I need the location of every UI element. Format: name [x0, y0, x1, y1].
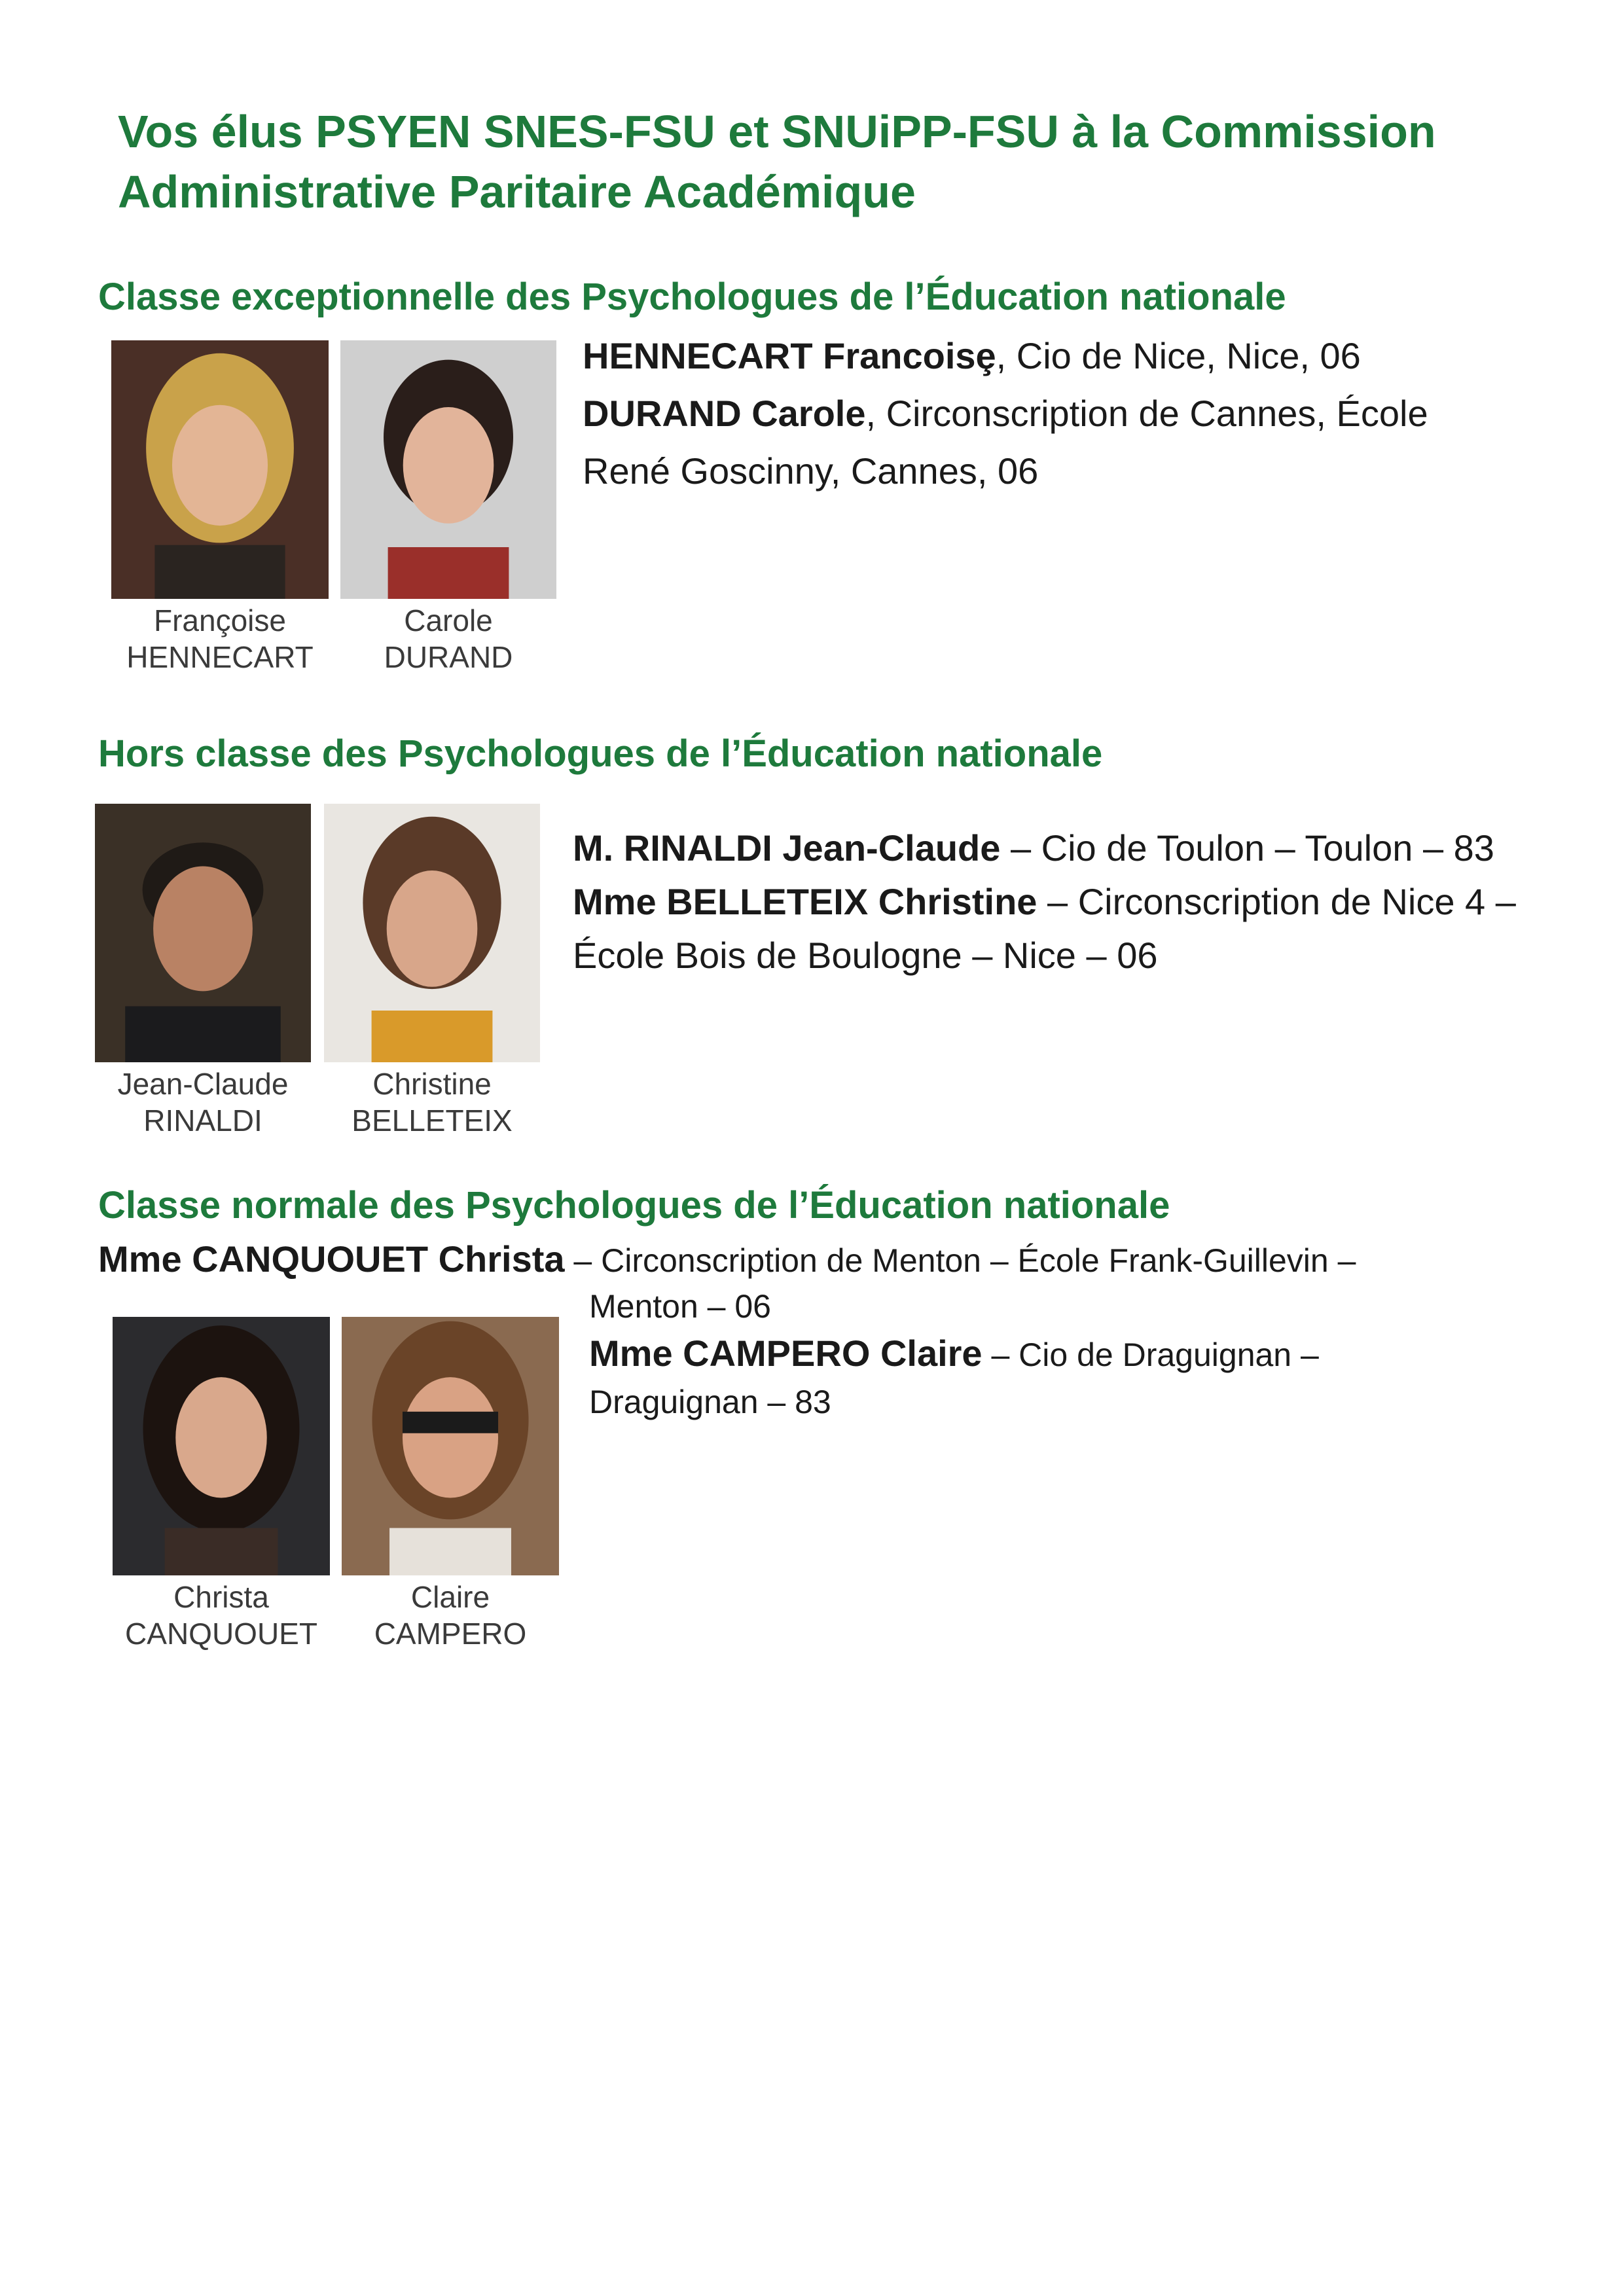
caption-last-name: CANQUOUET	[125, 1617, 317, 1651]
member-details: , Cio de Nice, Nice, 06	[996, 335, 1361, 376]
photo-caption	[342, 1579, 559, 1652]
caption-last-name: DURAND	[384, 640, 513, 674]
member-entry	[98, 1236, 1538, 1284]
page-title-line-2: Administrative Paritaire Académique	[118, 166, 916, 217]
photo-caption	[95, 1066, 311, 1139]
member-name: Mme CAMPERO Claire	[589, 1333, 983, 1374]
photo-caption	[113, 1579, 330, 1652]
caption-last-name: BELLETEIX	[352, 1103, 513, 1138]
portrait-photo	[95, 804, 311, 1062]
photo-caption	[111, 602, 329, 675]
section-heading-exceptionnelle: Classe exceptionnelle des Psychologues de l’Éducation nationale	[98, 276, 1286, 318]
caption-first-name: Françoise	[154, 603, 286, 637]
member-entry	[583, 327, 1512, 385]
member-list-exceptionnelle	[583, 327, 1512, 500]
page-title	[118, 101, 1492, 222]
photo-group-exceptionnelle	[111, 340, 556, 681]
portrait-photo	[340, 340, 556, 599]
member-name: Mme BELLETEIX Christine	[573, 881, 1038, 922]
member-list-hors-classe	[573, 821, 1535, 982]
caption-first-name: Jean-Claude	[117, 1067, 289, 1101]
member-entry	[589, 1330, 1538, 1378]
member-name: M. RINALDI Jean-Claude	[573, 827, 1001, 869]
member-details: – Cio de Toulon – Toulon – 83	[1000, 827, 1494, 869]
member-details-continuation: Menton – 06	[589, 1288, 771, 1325]
member-details: – Circonscription de Menton – École Frank-Guillevin –	[564, 1242, 1356, 1279]
photo-group-classe-normale	[113, 1317, 564, 1657]
member-name: DURAND Carole	[583, 393, 866, 434]
portrait-photo	[113, 1317, 330, 1575]
photo-group-hors-classe	[95, 804, 547, 1144]
member-entry	[573, 875, 1535, 982]
member-entry	[573, 821, 1535, 875]
caption-first-name: Christine	[372, 1067, 492, 1101]
caption-first-name: Claire	[410, 1580, 490, 1614]
member-details: , Circonscription de Cannes, École René Goscinny, Cannes, 06	[583, 393, 1428, 492]
member-name: HENNECART Francoisȩ	[583, 335, 996, 376]
caption-first-name: Carole	[404, 603, 493, 637]
member-details: – Cio de Draguignan –	[982, 1336, 1319, 1373]
portrait-photo	[111, 340, 329, 599]
member-entry	[583, 385, 1512, 500]
caption-last-name: CAMPERO	[374, 1617, 527, 1651]
caption-last-name: RINALDI	[143, 1103, 262, 1138]
member-list-classe-normale	[589, 1283, 1538, 1426]
section-heading-hors-classe: Hors classe des Psychologues de l’Éducation nationale	[98, 732, 1103, 775]
caption-last-name: HENNECART	[126, 640, 314, 674]
photo-caption	[340, 602, 556, 675]
photo-caption	[324, 1066, 540, 1139]
portrait-photo	[324, 804, 540, 1062]
member-details-continuation: Draguignan – 83	[589, 1384, 831, 1420]
member-name: Mme CANQUOUET Christa	[98, 1238, 565, 1280]
caption-first-name: Christa	[173, 1580, 269, 1614]
page-title-line-1: Vos élus PSYEN SNES-FSU et SNUiPP-FSU à la Commission	[118, 106, 1436, 157]
member-details: – Circonscription de Nice 4 – École Bois de Boulogne – Nice – 06	[573, 881, 1516, 976]
portrait-photo	[342, 1317, 559, 1575]
section-heading-classe-normale: Classe normale des Psychologues de l’Éducation nationale	[98, 1184, 1170, 1227]
